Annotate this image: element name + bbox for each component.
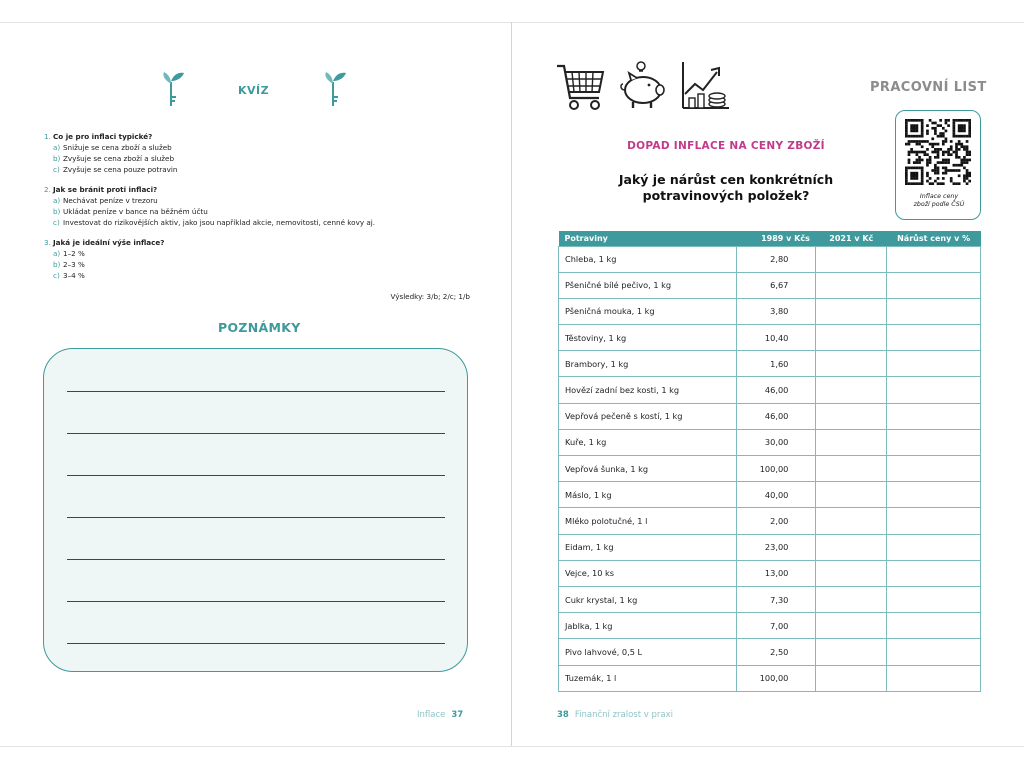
table-row xyxy=(559,377,981,403)
table-row xyxy=(559,246,981,272)
page-gutter xyxy=(511,22,512,746)
answer-letter: a) xyxy=(53,143,61,152)
table-row xyxy=(559,272,981,298)
answer-letter: b) xyxy=(53,260,61,269)
cell-price-1989: 100,00 xyxy=(737,665,816,691)
cell-price-2021[interactable] xyxy=(816,508,887,534)
cell-price-1989: 30,00 xyxy=(737,429,816,455)
cell-price-2021[interactable] xyxy=(816,246,887,272)
cell-price-1989: 7,30 xyxy=(737,586,816,612)
cell-price-1989: 7,00 xyxy=(737,613,816,639)
cell-price-1989: 40,00 xyxy=(737,482,816,508)
note-line xyxy=(67,475,445,476)
bottom-rule xyxy=(0,746,1024,747)
table-row xyxy=(559,613,981,639)
footer-book-title: Finanční zralost v praxi xyxy=(574,710,673,720)
table-row xyxy=(559,639,981,665)
notes-title: POZNÁMKY xyxy=(218,320,301,335)
note-line xyxy=(67,601,445,602)
cell-price-growth[interactable] xyxy=(887,613,981,639)
answer-text: Nechávat peníze v trezoru xyxy=(63,196,158,205)
answer-letter: b) xyxy=(53,207,61,216)
quiz-question xyxy=(44,131,474,175)
cell-price-growth[interactable] xyxy=(887,560,981,586)
cell-price-2021[interactable] xyxy=(816,403,887,429)
answer-letter: c) xyxy=(53,218,60,227)
question-number: 2. xyxy=(44,185,51,194)
cell-price-1989: 46,00 xyxy=(737,377,816,403)
answer-letter: a) xyxy=(53,249,61,258)
qr-caption xyxy=(896,193,982,209)
table-row xyxy=(559,403,981,429)
question-number: 3. xyxy=(44,238,51,247)
qr-code-icon[interactable] xyxy=(905,119,971,185)
answer-text: Zvyšuje se cena pouze potravin xyxy=(63,165,178,174)
cell-food-item: Hovězí zadní bez kosti, 1 kg xyxy=(559,377,737,403)
cell-food-item: Vejce, 10 ks xyxy=(559,560,737,586)
table-row xyxy=(559,560,981,586)
note-line xyxy=(67,559,445,560)
page-number: 37 xyxy=(451,710,464,720)
table-row xyxy=(559,325,981,351)
footer-left xyxy=(417,710,463,720)
cell-food-item: Pšeničné bílé pečivo, 1 kg xyxy=(559,272,737,298)
cell-price-2021[interactable] xyxy=(816,429,887,455)
worksheet-question-line: potravinových položek? xyxy=(642,188,810,203)
cell-price-2021[interactable] xyxy=(816,586,887,612)
cell-price-1989: 1,60 xyxy=(737,351,816,377)
cell-food-item: Máslo, 1 kg xyxy=(559,482,737,508)
note-line xyxy=(67,433,445,434)
sprout-key-icon xyxy=(318,68,348,108)
column-header-1989: 1989 v Kčs xyxy=(737,231,816,246)
cell-price-growth[interactable] xyxy=(887,298,981,324)
cell-price-growth[interactable] xyxy=(887,403,981,429)
cell-price-2021[interactable] xyxy=(816,325,887,351)
cell-price-growth[interactable] xyxy=(887,351,981,377)
cell-price-1989: 13,00 xyxy=(737,560,816,586)
quiz-question xyxy=(44,237,474,281)
answer-letter: a) xyxy=(53,196,61,205)
cell-price-growth[interactable] xyxy=(887,456,981,482)
cell-price-growth[interactable] xyxy=(887,665,981,691)
footer-right xyxy=(557,710,673,720)
cell-food-item: Tuzemák, 1 l xyxy=(559,665,737,691)
cell-price-1989: 2,80 xyxy=(737,246,816,272)
cell-food-item: Mléko polotučné, 1 l xyxy=(559,508,737,534)
worksheet-label: PRACOVNÍ LIST xyxy=(870,80,987,95)
table-header-row xyxy=(559,231,981,246)
cell-price-2021[interactable] xyxy=(816,482,887,508)
qr-caption-line: zboží podle ČSÚ xyxy=(913,201,965,208)
cell-price-2021[interactable] xyxy=(816,456,887,482)
shopping-cart-icon xyxy=(555,60,607,112)
answer-letter: c) xyxy=(53,165,60,174)
answer-text: 2–3 % xyxy=(63,260,85,269)
quiz-title: KVÍZ xyxy=(238,84,270,97)
cell-price-growth[interactable] xyxy=(887,482,981,508)
worksheet-subtitle: DOPAD INFLACE NA CENY ZBOŽÍ xyxy=(627,140,825,152)
cell-price-2021[interactable] xyxy=(816,665,887,691)
answer-text: Investovat do rizikovějších aktiv, jako jsou například akcie, nemovitosti, cenné kovy aj. xyxy=(63,218,376,227)
cell-price-2021[interactable] xyxy=(816,639,887,665)
cell-food-item: Pivo lahvové, 0,5 L xyxy=(559,639,737,665)
cell-price-2021[interactable] xyxy=(816,351,887,377)
table-row xyxy=(559,298,981,324)
column-header-2021: 2021 v Kč xyxy=(816,231,887,246)
answer-text: 3–4 % xyxy=(63,271,85,280)
growth-chart-icon xyxy=(679,60,731,112)
cell-food-item: Pšeničná mouka, 1 kg xyxy=(559,298,737,324)
cell-price-2021[interactable] xyxy=(816,560,887,586)
question-text: Co je pro inflaci typické? xyxy=(53,132,153,141)
cell-food-item: Kuře, 1 kg xyxy=(559,429,737,455)
cell-food-item: Eidam, 1 kg xyxy=(559,534,737,560)
cell-food-item: Brambory, 1 kg xyxy=(559,351,737,377)
cell-food-item: Vepřová pečeně s kostí, 1 kg xyxy=(559,403,737,429)
cell-price-growth[interactable] xyxy=(887,639,981,665)
cell-price-growth[interactable] xyxy=(887,325,981,351)
note-line xyxy=(67,517,445,518)
qr-caption-line: Inflace ceny xyxy=(919,193,959,200)
quiz-header xyxy=(150,68,360,110)
price-table xyxy=(558,231,981,692)
cell-price-1989: 23,00 xyxy=(737,534,816,560)
page-number: 38 xyxy=(557,710,569,720)
worksheet-question xyxy=(600,172,852,204)
cell-price-growth[interactable] xyxy=(887,586,981,612)
notes-box[interactable] xyxy=(43,348,468,672)
cell-price-2021[interactable] xyxy=(816,377,887,403)
note-line xyxy=(67,643,445,644)
table-row xyxy=(559,508,981,534)
cell-price-2021[interactable] xyxy=(816,534,887,560)
sprout-key-icon xyxy=(156,68,186,108)
question-number: 1. xyxy=(44,132,51,141)
cell-price-1989: 6,67 xyxy=(737,272,816,298)
answer-text: Snižuje se cena zboží a služeb xyxy=(63,143,172,152)
table-row xyxy=(559,456,981,482)
table-row xyxy=(559,351,981,377)
answer-letter: c) xyxy=(53,271,60,280)
table-row xyxy=(559,482,981,508)
question-text: Jak se bránit proti inflaci? xyxy=(53,185,158,194)
answer-letter: b) xyxy=(53,154,61,163)
quiz-results: Výsledky: 3/b; 2/c; 1/b xyxy=(390,292,470,301)
cell-food-item: Vepřová šunka, 1 kg xyxy=(559,456,737,482)
cell-price-1989: 100,00 xyxy=(737,456,816,482)
table-row xyxy=(559,534,981,560)
cell-food-item: Chleba, 1 kg xyxy=(559,246,737,272)
quiz xyxy=(44,131,474,290)
cell-price-growth[interactable] xyxy=(887,534,981,560)
cell-price-growth[interactable] xyxy=(887,429,981,455)
piggy-bank-icon xyxy=(617,60,669,112)
column-header-food: Potraviny xyxy=(559,231,737,246)
answer-text: 1–2 % xyxy=(63,249,85,258)
illustration-icons xyxy=(555,60,730,115)
question-text: Jaká je ideální výše inflace? xyxy=(53,238,165,247)
cell-price-1989: 2,00 xyxy=(737,508,816,534)
top-rule xyxy=(0,22,1024,23)
cell-price-1989: 3,80 xyxy=(737,298,816,324)
cell-price-growth[interactable] xyxy=(887,377,981,403)
cell-food-item: Cukr krystal, 1 kg xyxy=(559,586,737,612)
table-row xyxy=(559,665,981,691)
cell-price-2021[interactable] xyxy=(816,613,887,639)
cell-price-growth[interactable] xyxy=(887,272,981,298)
column-header-growth: Nárůst ceny v % xyxy=(887,231,981,246)
cell-price-1989: 2,50 xyxy=(737,639,816,665)
cell-price-2021[interactable] xyxy=(816,272,887,298)
cell-price-2021[interactable] xyxy=(816,298,887,324)
worksheet-question-line: Jaký je nárůst cen konkrétních xyxy=(618,172,834,187)
table-row xyxy=(559,586,981,612)
cell-price-1989: 46,00 xyxy=(737,403,816,429)
answer-text: Ukládat peníze v bance na běžném účtu xyxy=(63,207,208,216)
answer-text: Zvyšuje se cena zboží a služeb xyxy=(63,154,175,163)
table-row xyxy=(559,429,981,455)
cell-food-item: Těstoviny, 1 kg xyxy=(559,325,737,351)
note-line xyxy=(67,391,445,392)
qr-card[interactable] xyxy=(895,110,981,220)
cell-food-item: Jablka, 1 kg xyxy=(559,613,737,639)
cell-price-1989: 10,40 xyxy=(737,325,816,351)
cell-price-growth[interactable] xyxy=(887,246,981,272)
cell-price-growth[interactable] xyxy=(887,508,981,534)
quiz-question xyxy=(44,184,474,228)
footer-chapter-title: Inflace xyxy=(417,710,446,720)
